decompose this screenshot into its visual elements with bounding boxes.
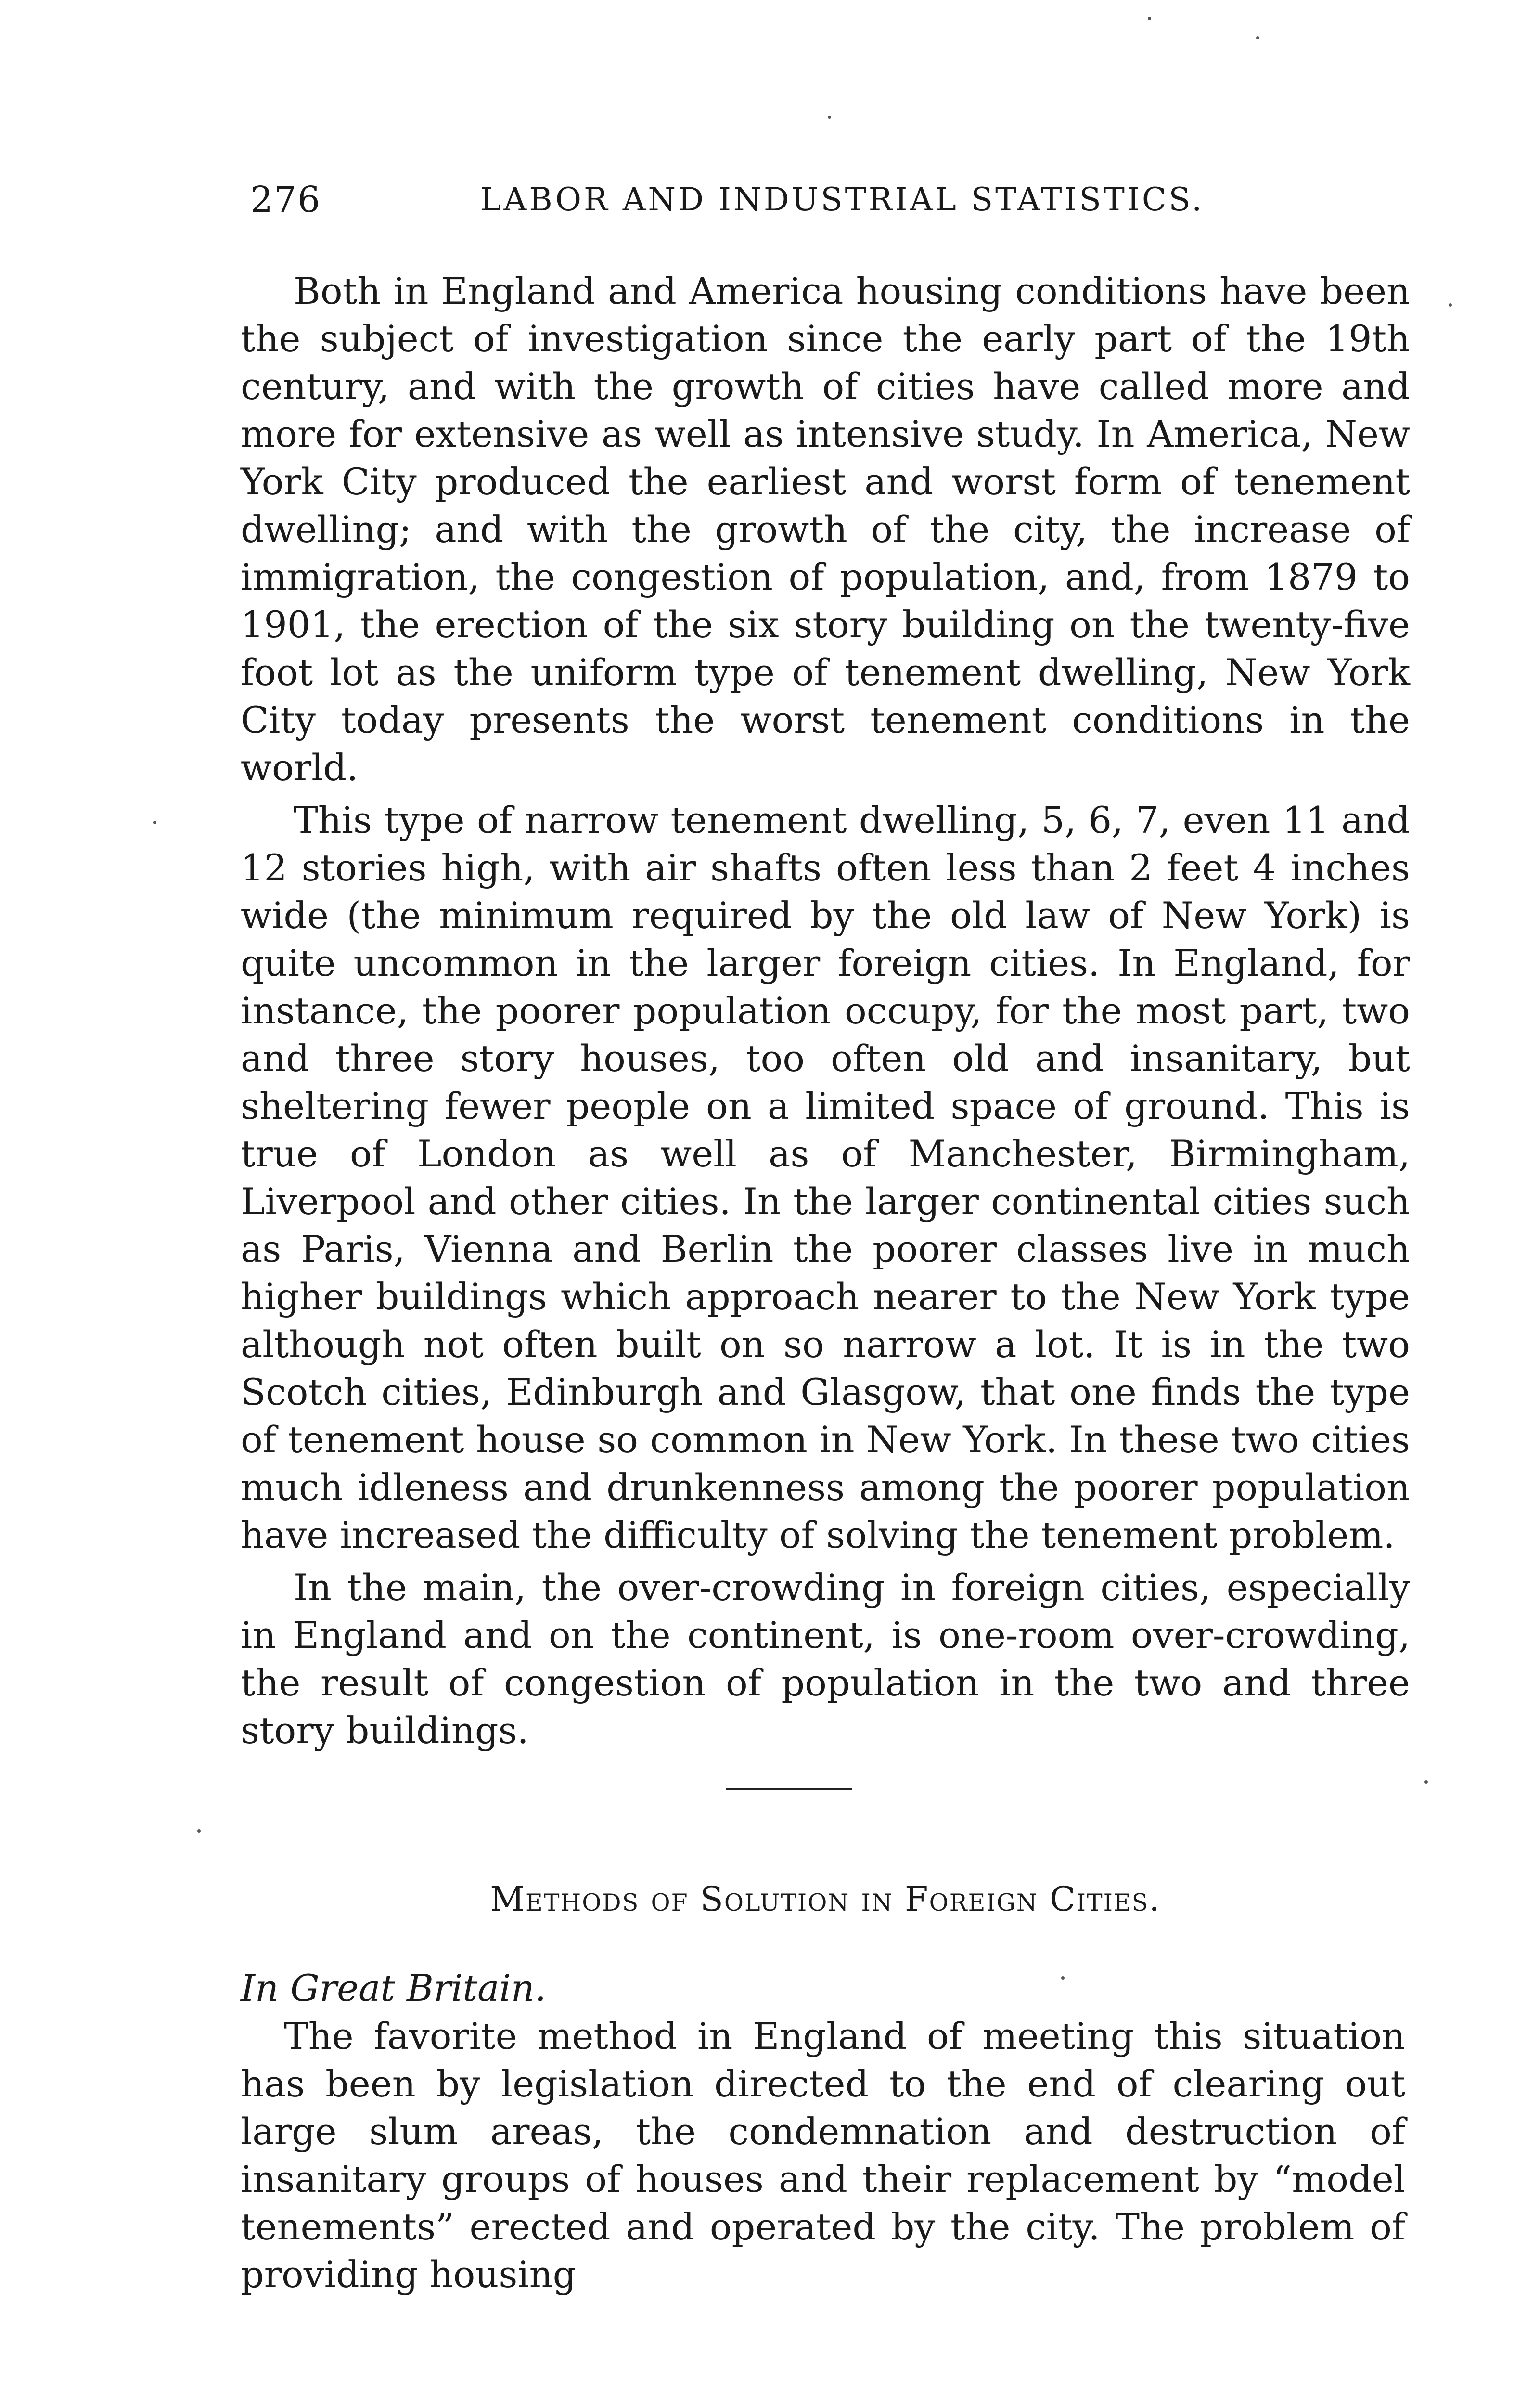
running-head: LABOR AND INDUSTRIAL STATISTICS.: [480, 181, 1205, 218]
section-heading: Methods of Solution in Foreign Cities.: [490, 1879, 1161, 1919]
scan-speck: [828, 116, 831, 119]
body-text-continued: [241, 2012, 1405, 2298]
page-number: 276: [250, 179, 321, 220]
subsection-heading: In Great Britain.: [241, 1967, 546, 2009]
scan-speck: [1061, 1976, 1065, 1980]
paragraph: This type of narrow tenement dwelling, 5, 6, 7, even 11 and 12 stories high, with air shafts often less than 2 feet 4 inches wide (the minimum required by the old law of New York) is quite uncommon in the larger foreign cities. In England, for instance, the poorer population occupy, for the most part, two and three story houses, too often old and insanitary, but sheltering fewer people on a limited space of ground. This is true of London as well as of Manchester, Birmingham, Liverpool and other cities. In the larger continental cities such as Paris, Vienna and Berlin the poorer classes live in much higher buildings which approach nearer to the New York type although not often built on so narrow a lot. It is in the two Scotch cities, Edinburgh and Glasgow, that one finds the type of tenement house so common in New York. In these two cities much idleness and drunkenness among the poorer population have increased the difficulty of solving the tenement problem.: [241, 799, 1410, 1556]
scan-speck: [1148, 17, 1151, 20]
scan-speck: [1449, 303, 1452, 307]
body-text: [241, 267, 1410, 1754]
paragraph: The favorite method in England of meeting this situation has been by legislation directed to the end of clearing out large slum areas, the condemnation and destruction of insanitary groups of houses and their replacement by “model tenements” erected and operated by the city. The problem of providing housing: [241, 2015, 1405, 2296]
scan-speck: [197, 1829, 201, 1833]
scan-speck: [153, 821, 156, 824]
scan-speck: [1424, 1780, 1428, 1784]
section-divider: [726, 1788, 852, 1790]
scan-speck: [1256, 36, 1259, 39]
page-header: [250, 173, 1405, 226]
paragraph: In the main, the over-crowding in foreign cities, especially in England and on the continent, is one-room over-crowding, the result of congestion of population in the two and three story buildings.: [241, 1566, 1410, 1752]
paragraph: Both in England and America housing conditions have been the subject of investigation since the early part of the 19th century, and with the growth of cities have called more and more for extensive as well as intensive study. In America, New York City produced the earliest and worst form of tenement dwelling; and with the growth of the city, the increase of immigration, the congestion of population, and, from 1879 to 1901, the erection of the six story building on the twenty-five foot lot as the uniform type of tenement dwelling, New York City today presents the worst tenement conditions in the world.: [241, 270, 1410, 789]
